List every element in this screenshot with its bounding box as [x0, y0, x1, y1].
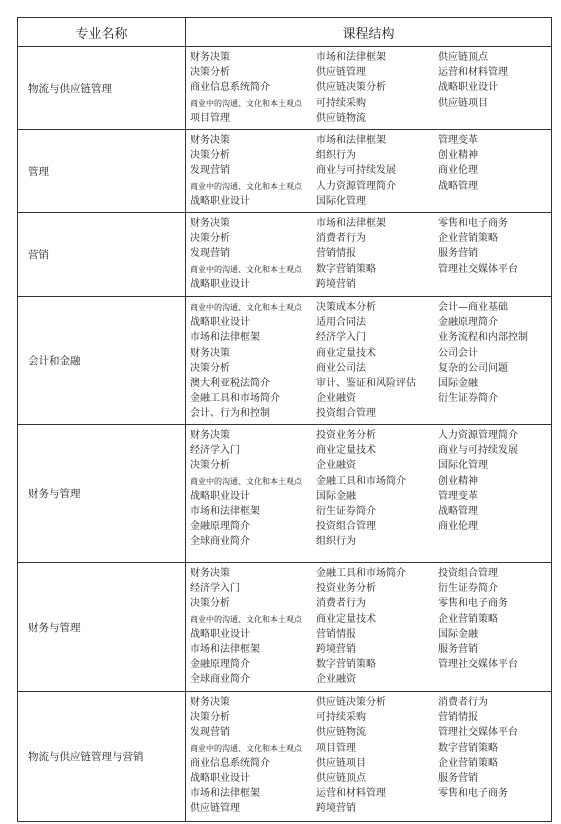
course-item: 审计、鉴证和风险评估 — [316, 378, 416, 390]
header-row — [18, 18, 552, 47]
course-item: 供应链管理 — [316, 67, 366, 79]
course-item: 商业中的沟通、文化和本土观点 — [190, 743, 302, 753]
course-item: 管理变革 — [438, 135, 478, 146]
course-item: 战略职业设计 — [438, 82, 498, 94]
course-item: 战略职业设计 — [190, 195, 250, 207]
course-cell — [186, 47, 552, 130]
course-item: 市场和法律框架 — [316, 52, 386, 63]
course-item: 国际金融 — [316, 490, 356, 502]
course-item: 企业营销策略 — [438, 233, 498, 245]
course-item: 战略管理 — [438, 180, 478, 192]
course-item: 人力资源管理简介 — [316, 180, 396, 192]
program-row — [18, 297, 552, 425]
course-item: 市场和法律框架 — [316, 135, 386, 146]
program-row — [18, 563, 552, 692]
course-item: 企业营销策略 — [438, 613, 498, 625]
course-cell — [186, 563, 552, 692]
course-item: 商业与可持续发展 — [438, 445, 518, 457]
course-item: 供应链项目 — [438, 97, 488, 109]
course-item: 战略职业设计 — [190, 278, 250, 290]
course-item: 衍生证券简介 — [438, 393, 498, 405]
course-item: 财务决策 — [190, 135, 230, 146]
course-list — [190, 216, 551, 292]
course-item: 商业中的沟通、文化和本土观点 — [190, 181, 302, 191]
course-list — [190, 133, 551, 209]
course-item: 国际化管理 — [438, 460, 488, 472]
course-item: 会计—商业基础 — [438, 302, 508, 313]
course-item: 战略职业设计 — [190, 628, 250, 640]
course-item: 商业信息系统简介 — [190, 82, 270, 94]
course-item: 市场和法律框架 — [190, 788, 260, 800]
course-item: 经济学入门 — [190, 583, 240, 595]
course-item: 企业营销策略 — [438, 757, 498, 769]
course-item: 项目管理 — [316, 742, 356, 754]
course-item: 供应链管理 — [190, 803, 240, 815]
course-item: 业务流程和内部控制 — [438, 332, 528, 344]
course-item: 国际金融 — [438, 628, 478, 640]
course-list — [190, 566, 551, 688]
major-name: 物流与供应链管理与营销 — [18, 692, 186, 822]
course-item: 商业中的沟通、文化和本土观点 — [190, 303, 302, 312]
course-item: 投资组合管理 — [438, 568, 498, 579]
course-item: 供应链物流 — [316, 727, 366, 739]
course-item: 决策分析 — [190, 460, 230, 472]
course-item: 复杂的公司问题 — [438, 362, 508, 374]
course-item: 决策分析 — [190, 712, 230, 724]
course-item: 营销情报 — [316, 248, 356, 260]
course-cell — [186, 425, 552, 563]
course-item: 金融原理简介 — [190, 521, 250, 533]
course-item: 财务决策 — [190, 430, 230, 441]
course-item: 发现营销 — [190, 248, 230, 260]
course-item: 供应链物流 — [316, 112, 366, 124]
course-item: 财务决策 — [190, 568, 230, 579]
course-item: 供应链决策分析 — [316, 82, 386, 94]
course-item: 商业中的沟通、文化和本土观点 — [190, 476, 302, 486]
course-item: 国际金融 — [438, 378, 478, 390]
course-item: 适用合同法 — [316, 317, 366, 329]
program-row — [18, 213, 552, 297]
course-item: 决策分析 — [190, 598, 230, 610]
course-item: 商业中的沟通、文化和本土观点 — [190, 264, 302, 274]
course-cell — [186, 297, 552, 425]
course-item: 决策成本分析 — [316, 302, 376, 313]
course-item: 零售和电子商务 — [438, 218, 508, 229]
course-item: 决策分析 — [190, 67, 230, 79]
course-item: 商业中的沟通、文化和本土观点 — [190, 98, 302, 108]
course-list — [190, 300, 551, 422]
course-item: 组织行为 — [316, 536, 356, 548]
course-item: 供应链顶点 — [438, 52, 488, 63]
course-list — [190, 428, 551, 550]
course-item: 消费者行为 — [316, 598, 366, 610]
course-item: 服务营销 — [438, 644, 478, 656]
course-item: 商业定量技术 — [316, 347, 376, 359]
program-table — [17, 17, 552, 822]
course-item: 金融工具和市场简介 — [316, 568, 406, 579]
course-cell — [186, 213, 552, 297]
course-item: 市场和法律框架 — [190, 644, 260, 656]
course-item: 商业定量技术 — [316, 445, 376, 457]
course-item: 金融原理简介 — [190, 659, 250, 671]
course-item: 经济学入门 — [190, 445, 240, 457]
course-item: 企业融资 — [316, 674, 356, 686]
major-name: 营销 — [18, 213, 186, 297]
course-item: 会计、行为和控制 — [190, 408, 270, 420]
course-item: 可持续采购 — [316, 97, 366, 109]
course-cell — [186, 130, 552, 213]
course-item: 财务决策 — [190, 697, 230, 708]
course-item: 零售和电子商务 — [438, 598, 508, 610]
course-item: 商业公司法 — [316, 362, 366, 374]
course-item: 服务营销 — [438, 773, 478, 785]
course-item: 决策分析 — [190, 233, 230, 245]
course-item: 投资业务分析 — [316, 430, 376, 441]
course-cell — [186, 692, 552, 822]
course-item: 发现营销 — [190, 727, 230, 739]
program-row — [18, 130, 552, 213]
course-item: 投资组合管理 — [316, 521, 376, 533]
course-item: 商业中的沟通、文化和本土观点 — [190, 614, 302, 624]
course-item: 供应链项目 — [316, 757, 366, 769]
course-item: 金融工具和市场简介 — [190, 393, 280, 405]
course-item: 供应链顶点 — [316, 773, 366, 785]
course-item: 管理社交媒体平台 — [438, 727, 518, 739]
course-item: 项目管理 — [190, 112, 230, 124]
course-item: 企业融资 — [316, 393, 356, 405]
course-item: 金融原理简介 — [438, 317, 498, 329]
course-item: 战略职业设计 — [190, 317, 250, 329]
course-item: 战略职业设计 — [190, 490, 250, 502]
course-item: 跨境营销 — [316, 278, 356, 290]
course-item: 市场和法律框架 — [190, 506, 260, 518]
course-item: 企业融资 — [316, 460, 356, 472]
major-name: 财务与管理 — [18, 425, 186, 563]
course-item: 运营和材料管理 — [316, 788, 386, 800]
course-item: 商业伦理 — [438, 521, 478, 533]
course-item: 营销情报 — [316, 628, 356, 640]
course-item: 可持续采购 — [316, 712, 366, 724]
course-item: 管理社交媒体平台 — [438, 659, 518, 671]
course-item: 数字营销策略 — [316, 659, 376, 671]
course-item: 营销情报 — [438, 712, 478, 724]
course-item: 组织行为 — [316, 150, 356, 162]
course-item: 发现营销 — [190, 165, 230, 177]
course-item: 商业信息系统简介 — [190, 757, 270, 769]
course-item: 国际化管理 — [316, 195, 366, 207]
course-item: 运营和材料管理 — [438, 67, 508, 79]
course-item: 消费者行为 — [316, 233, 366, 245]
course-item: 市场和法律框架 — [316, 218, 386, 229]
courses-column-header: 课程结构 — [186, 18, 552, 47]
course-item: 零售和电子商务 — [438, 788, 508, 800]
course-item: 投资业务分析 — [316, 583, 376, 595]
course-item: 财务决策 — [190, 218, 230, 229]
course-item: 商业与可持续发展 — [316, 165, 396, 177]
course-item: 数字营销策略 — [316, 263, 376, 275]
program-row — [18, 425, 552, 563]
course-item: 管理社交媒体平台 — [438, 263, 518, 275]
course-item: 全球商业简介 — [190, 674, 250, 686]
course-item: 管理变革 — [438, 490, 478, 502]
course-item: 消费者行为 — [438, 697, 488, 708]
course-item: 市场和法律框架 — [190, 332, 260, 344]
course-item: 澳大利亚税法简介 — [190, 378, 270, 390]
course-item: 投资组合管理 — [316, 408, 376, 420]
course-list — [190, 50, 551, 126]
course-item: 衍生证券简介 — [438, 583, 498, 595]
major-column-header: 专业名称 — [18, 18, 186, 47]
course-item: 经济学入门 — [316, 332, 366, 344]
course-list — [190, 695, 551, 817]
program-row — [18, 47, 552, 130]
course-item: 战略管理 — [438, 506, 478, 518]
course-item: 供应链决策分析 — [316, 697, 386, 708]
course-item: 决策分析 — [190, 362, 230, 374]
course-item: 商业定量技术 — [316, 613, 376, 625]
course-item: 全球商业简介 — [190, 536, 250, 548]
course-item: 公司会计 — [438, 347, 478, 359]
course-item: 财务决策 — [190, 347, 230, 359]
major-name: 会计和金融 — [18, 297, 186, 425]
course-item: 跨境营销 — [316, 803, 356, 815]
major-name: 管理 — [18, 130, 186, 213]
course-item: 跨境营销 — [316, 644, 356, 656]
course-item: 财务决策 — [190, 52, 230, 63]
course-item: 服务营销 — [438, 248, 478, 260]
course-item: 人力资源管理简介 — [438, 430, 518, 441]
course-item: 创业精神 — [438, 475, 478, 487]
course-item: 数字营销策略 — [438, 742, 498, 754]
course-item: 衍生证券简介 — [316, 506, 376, 518]
major-name: 物流与供应链管理 — [18, 47, 186, 130]
course-item: 金融工具和市场简介 — [316, 475, 406, 487]
course-item: 商业伦理 — [438, 165, 478, 177]
course-item: 决策分析 — [190, 150, 230, 162]
course-item: 创业精神 — [438, 150, 478, 162]
course-item: 战略职业设计 — [190, 773, 250, 785]
major-name: 财务与管理 — [18, 563, 186, 692]
program-row — [18, 692, 552, 822]
program-rows — [18, 47, 552, 822]
